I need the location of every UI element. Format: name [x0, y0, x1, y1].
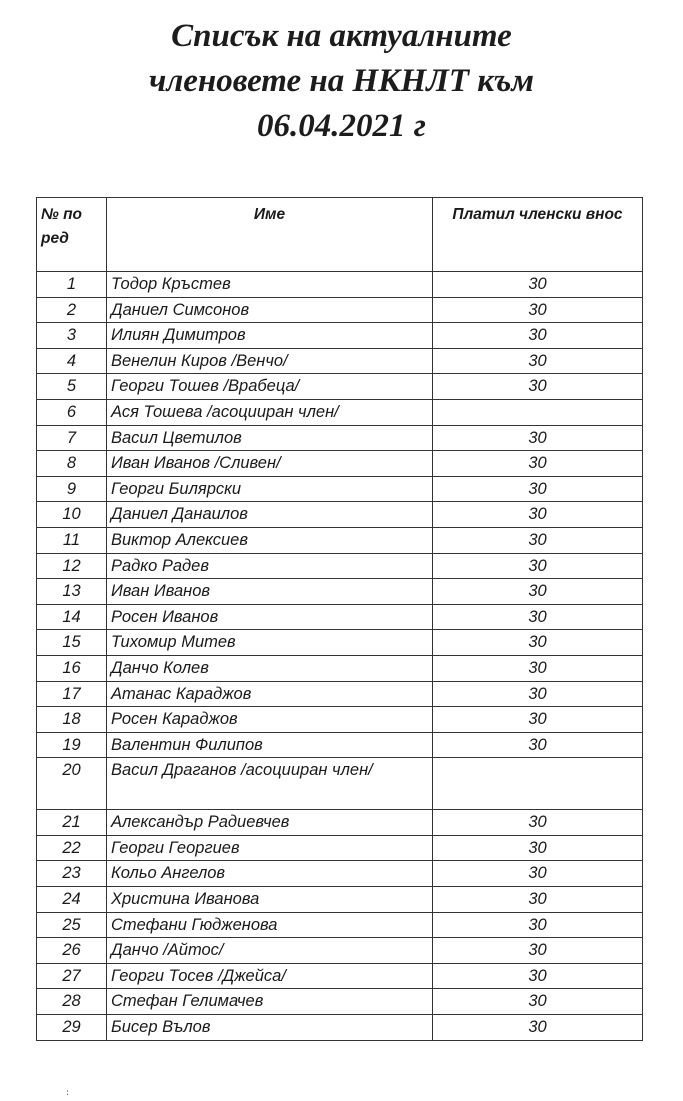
row-number: 8 [37, 451, 107, 477]
row-name: Венелин Киров /Венчо/ [107, 348, 433, 374]
row-name: Иван Иванов /Сливен/ [107, 451, 433, 477]
row-name: Васил Драганов /асоцииран член/ [107, 758, 433, 810]
row-name: Александър Радиевчев [107, 810, 433, 836]
row-number: 9 [37, 476, 107, 502]
row-number: 29 [37, 1015, 107, 1041]
row-number: 1 [37, 272, 107, 298]
row-fee: 30 [433, 707, 643, 733]
footer-mark: : [66, 1088, 70, 1098]
row-name: Валентин Филипов [107, 732, 433, 758]
table-row [37, 681, 643, 707]
row-name: Георги Билярски [107, 476, 433, 502]
table-row [37, 348, 643, 374]
row-name: Тихомир Митев [107, 630, 433, 656]
table-row [37, 502, 643, 528]
header-fee: Платил членски внос [433, 198, 643, 272]
row-name: Васил Цветилов [107, 425, 433, 451]
row-name: Стефани Гюдженова [107, 912, 433, 938]
row-name: Росен Караджов [107, 707, 433, 733]
row-fee: 30 [433, 681, 643, 707]
row-name: Росен Иванов [107, 604, 433, 630]
row-number: 11 [37, 527, 107, 553]
table-row [37, 1015, 643, 1041]
row-fee: 30 [433, 374, 643, 400]
row-number: 13 [37, 579, 107, 605]
table-row [37, 374, 643, 400]
row-fee [433, 399, 643, 425]
row-number: 14 [37, 604, 107, 630]
row-fee: 30 [433, 732, 643, 758]
title-line-3: 06.04.2021 г [257, 108, 426, 144]
row-fee: 30 [433, 425, 643, 451]
row-fee: 30 [433, 272, 643, 298]
table-row [37, 732, 643, 758]
title-line-2: членовете на НКНЛТ към [149, 63, 534, 99]
title-line-1: Списък на актуалните [171, 18, 512, 54]
table-row [37, 989, 643, 1015]
table-row [37, 861, 643, 887]
table-row [37, 835, 643, 861]
row-number: 23 [37, 861, 107, 887]
row-name: Данчо /Айтос/ [107, 938, 433, 964]
row-fee: 30 [433, 1015, 643, 1041]
table-row [37, 963, 643, 989]
row-number: 17 [37, 681, 107, 707]
row-name: Даниел Симсонов [107, 297, 433, 323]
table-row [37, 707, 643, 733]
table-row [37, 758, 643, 810]
row-name: Георги Георгиев [107, 835, 433, 861]
row-fee: 30 [433, 963, 643, 989]
row-number: 7 [37, 425, 107, 451]
row-number: 3 [37, 323, 107, 349]
table-row [37, 297, 643, 323]
row-number: 10 [37, 502, 107, 528]
row-number: 25 [37, 912, 107, 938]
header-name: Име [107, 198, 433, 272]
table-row [37, 887, 643, 913]
table-row [37, 451, 643, 477]
row-number: 22 [37, 835, 107, 861]
table-row [37, 476, 643, 502]
row-number: 20 [37, 758, 107, 810]
header-number: № по ред [37, 198, 107, 272]
row-fee: 30 [433, 912, 643, 938]
table-row [37, 272, 643, 298]
row-name: Тодор Кръстев [107, 272, 433, 298]
row-number: 28 [37, 989, 107, 1015]
table-row [37, 425, 643, 451]
row-fee: 30 [433, 297, 643, 323]
row-name: Бисер Вълов [107, 1015, 433, 1041]
table-body [37, 272, 643, 1041]
row-number: 27 [37, 963, 107, 989]
table-row [37, 912, 643, 938]
table-row [37, 938, 643, 964]
row-number: 4 [37, 348, 107, 374]
table-row [37, 553, 643, 579]
row-name: Христина Иванова [107, 887, 433, 913]
row-name: Виктор Алексиев [107, 527, 433, 553]
row-fee: 30 [433, 579, 643, 605]
row-name: Георги Тосев /Джейса/ [107, 963, 433, 989]
row-name: Кольо Ангелов [107, 861, 433, 887]
row-fee: 30 [433, 655, 643, 681]
row-name: Илиян Димитров [107, 323, 433, 349]
row-name: Иван Иванов [107, 579, 433, 605]
row-fee: 30 [433, 502, 643, 528]
table-row [37, 323, 643, 349]
row-name: Ася Тошева /асоцииран член/ [107, 399, 433, 425]
row-fee: 30 [433, 810, 643, 836]
page-title [0, 14, 683, 149]
row-fee: 30 [433, 323, 643, 349]
row-fee: 30 [433, 348, 643, 374]
table-row [37, 399, 643, 425]
row-fee: 30 [433, 630, 643, 656]
row-fee: 30 [433, 861, 643, 887]
row-name: Данчо Колев [107, 655, 433, 681]
row-fee: 30 [433, 527, 643, 553]
row-name: Даниел Данаилов [107, 502, 433, 528]
row-fee: 30 [433, 887, 643, 913]
row-name: Стефан Гелимачев [107, 989, 433, 1015]
members-table [36, 197, 643, 1041]
row-number: 18 [37, 707, 107, 733]
row-number: 15 [37, 630, 107, 656]
row-fee: 30 [433, 989, 643, 1015]
row-number: 24 [37, 887, 107, 913]
row-name: Радко Радев [107, 553, 433, 579]
table-row [37, 527, 643, 553]
row-fee: 30 [433, 835, 643, 861]
row-fee: 30 [433, 476, 643, 502]
table-header-row [37, 198, 643, 272]
row-number: 16 [37, 655, 107, 681]
row-name: Георги Тошев /Врабеца/ [107, 374, 433, 400]
row-number: 19 [37, 732, 107, 758]
row-number: 6 [37, 399, 107, 425]
table-row [37, 630, 643, 656]
table-row [37, 655, 643, 681]
row-name: Атанас Караджов [107, 681, 433, 707]
row-number: 2 [37, 297, 107, 323]
row-fee: 30 [433, 938, 643, 964]
row-number: 26 [37, 938, 107, 964]
row-number: 12 [37, 553, 107, 579]
row-number: 5 [37, 374, 107, 400]
row-fee [433, 758, 643, 810]
row-number: 21 [37, 810, 107, 836]
row-fee: 30 [433, 604, 643, 630]
table-row [37, 810, 643, 836]
table-row [37, 579, 643, 605]
row-fee: 30 [433, 451, 643, 477]
table-row [37, 604, 643, 630]
row-fee: 30 [433, 553, 643, 579]
